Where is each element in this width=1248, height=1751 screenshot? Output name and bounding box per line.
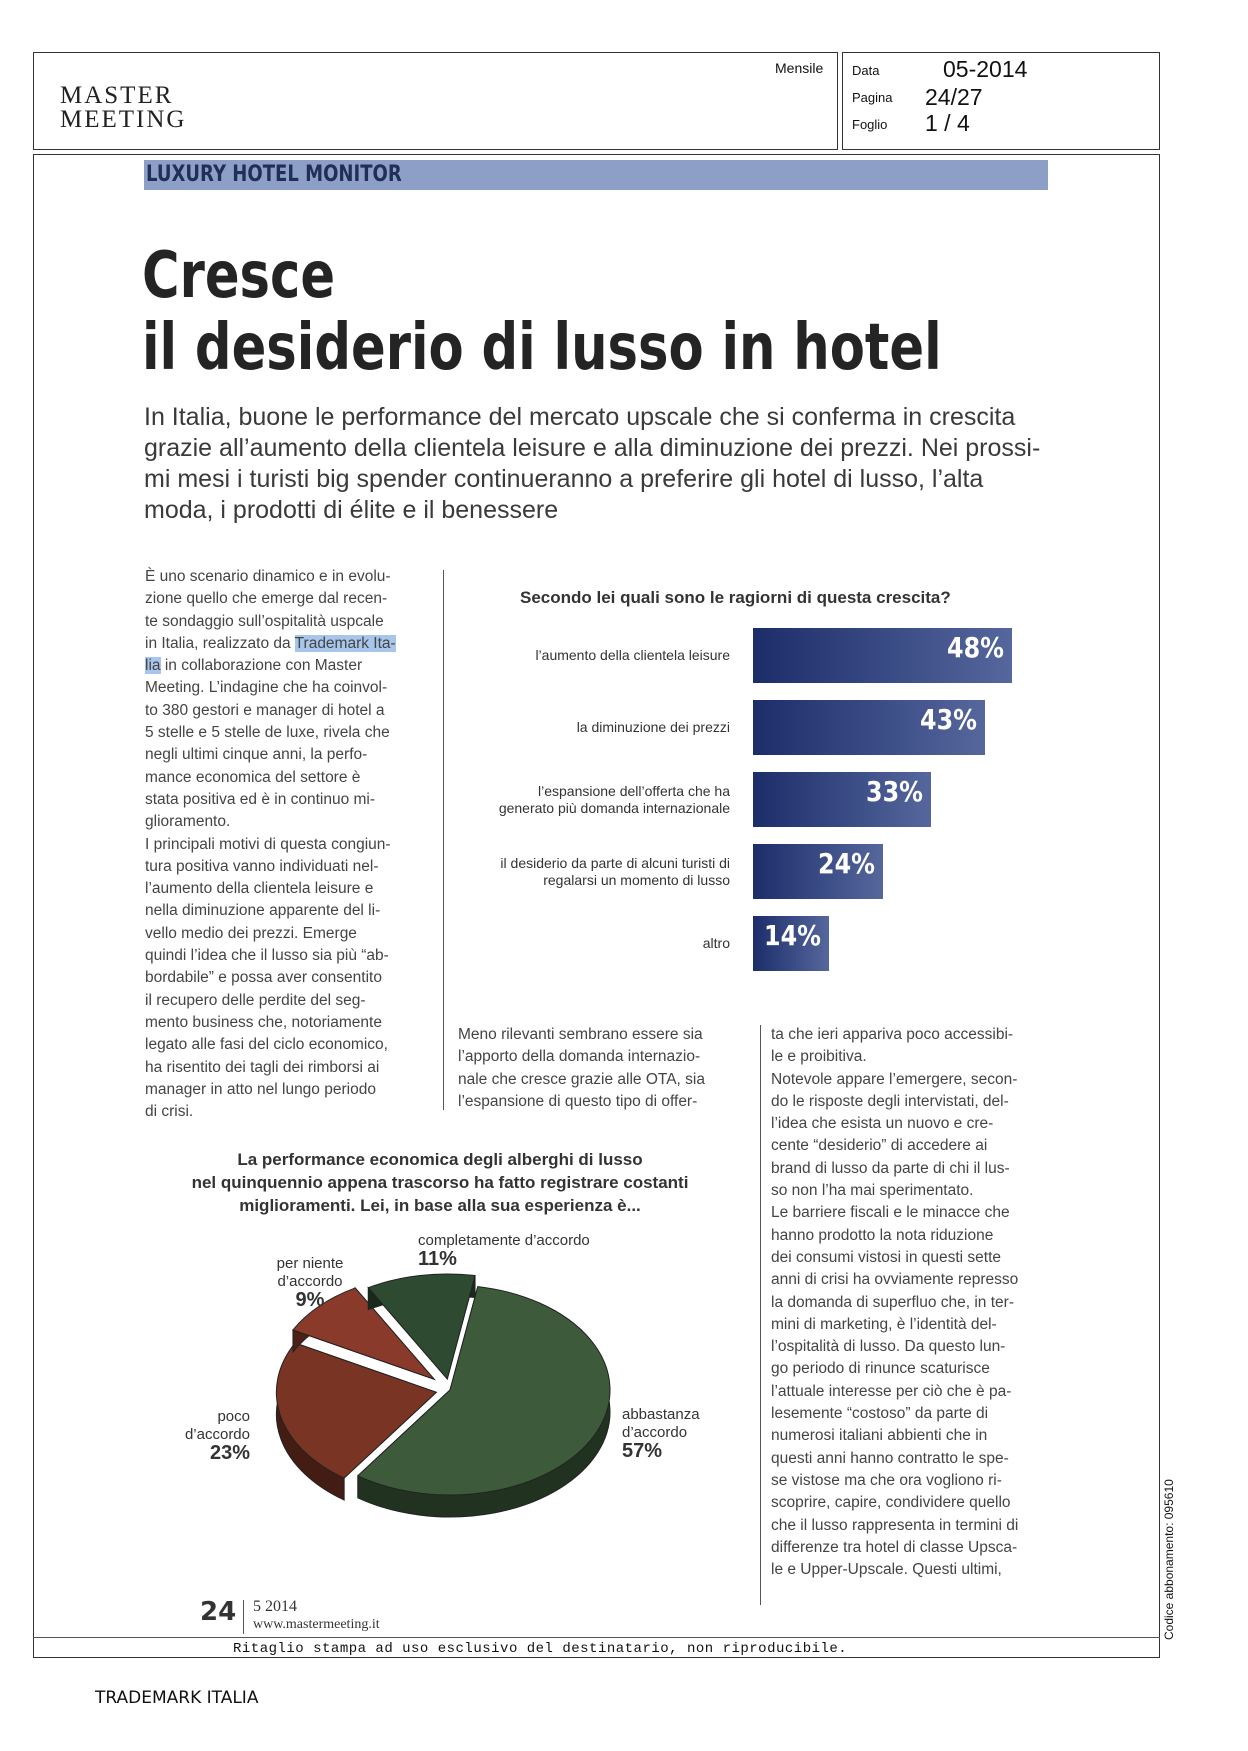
bar-value-label: 48% — [947, 631, 1005, 664]
bar — [753, 916, 829, 971]
bar-label: l’aumento della clientela leisure — [535, 647, 730, 663]
column-1: È uno scenario dinamico e in evolu- zione quello che emerge dal recen- te sondaggio sull’ospitalità uspcale in Italia, realizzato da Trademark Ita- lia in collaborazione con Master Meeting. L’indagine che ha coinvol- to 380 gestori e manager di hotel a 5 stelle e 5 stelle de luxe, rivela che negli ultimi cinque anni, la perfo- mance economica del settore è stata positiva ed è in continuo mi- glioramento. I principali motivi di questa congiun- tura positiva vanno individuati nel- l’aumento della clientela leisure e nella diminuzione apparente del li- vello medio dei prezzi. Emerge quindi l’idea che il lusso sia più “ab- bordabile” e possa aver consentito il recupero delle perdite del seg- mento business che, notoriamente legato alle fasi del ciclo economico, ha risentito dei tagli dei rimborsi ai manager in atto nel lungo periodo di crisi. — [145, 568, 396, 1121]
frequency-label: Mensile — [775, 60, 824, 76]
subscription-code: Codice abbonamento: 095610 — [1162, 1479, 1176, 1640]
kicker-bar — [144, 160, 1048, 190]
bar-label: l’espansione dell’offerta che ha generato più domanda internazionale — [498, 782, 730, 816]
footer-rule — [33, 1637, 1160, 1638]
bar-label: la diminuzione dei prezzi — [576, 719, 730, 735]
pagina-label: Pagina — [852, 90, 893, 105]
pie-chart-title: La performance economica degli alberghi di lusso nel quinquennio appena trascorso ha fatto registrare costanti miglioramenti. Lei, in base alla sua esperienza è... — [191, 1150, 689, 1215]
bar — [753, 700, 985, 755]
bar — [753, 628, 1012, 683]
column-divider-2 — [760, 1025, 761, 1605]
pie-label-completamente: completamente d’accordo 11% — [418, 1232, 590, 1270]
data-label: Data — [852, 63, 880, 78]
bar-value-label: 33% — [866, 775, 924, 808]
highlight-trademark: Trademark — [294, 634, 369, 652]
bar — [753, 844, 883, 899]
pie-label-per-niente: per niente d’accordo 9% — [276, 1255, 344, 1311]
data-value: 05-2014 — [943, 56, 1028, 82]
column-divider-1 — [443, 570, 444, 1110]
foglio-value: 1 / 4 — [925, 110, 970, 136]
issue-date: 5 2014 — [253, 1598, 297, 1615]
column-3: ta che ieri appariva poco accessibi- le e proibitiva. Notevole appare l’emergere, secon- do le risposte degli intervistati, del- l’idea che esista un nuovo e cre- cente “desiderio” di accedere ai brand di lusso da parte di chi il lus- so non l’ha mai sperimentato. Le barriere fiscali e le minacce che hanno prodotto la nota riduzione dei consumi vistosi in questi sette anni di crisi ha ovviamente represso la domanda di superfluo che, in ter- mini di marketing, è l’identità del- l’ospitalità di lusso. Da questo lun- go periodo di rinunce scaturisce l’attuale interesse per ciò che è pa- lesemente “costoso” da parte di numerosi italiani abbienti che in questi anni hanno contratto le spe- se vistose ma che ora vogliono ri- scoprire, capire, condividere quello che il lusso rappresenta in termini di differenze tra hotel di classe Upsca- le e Upper-Upscale. Questi ultimi, — [771, 1026, 1019, 1579]
column-2: Meno rilevanti sembrano essere sia l’apporto della domanda internazio- nale che cresce grazie alle OTA, sia l’espansione di questo tipo di offer- — [458, 1026, 705, 1110]
headline-line-2: il desiderio di lusso in hotel — [142, 311, 942, 385]
website: www.mastermeeting.it — [253, 1617, 380, 1632]
pie-label-abbastanza: abbastanza d’accordo 57% — [622, 1406, 700, 1462]
bar-label: il desiderio da parte di alcuni turisti di regalarsi un momento di lusso — [500, 854, 730, 888]
page-number-divider — [243, 1600, 244, 1634]
highlight-italia: lia — [145, 657, 161, 675]
bar-value-label: 43% — [920, 703, 978, 736]
bar-value-label: 14% — [763, 919, 821, 952]
brand-logo: MASTER MEETING — [60, 82, 187, 133]
page-number: 24 — [200, 1597, 237, 1627]
source-label: TRADEMARK ITALIA — [95, 1688, 259, 1708]
pagina-value: 24/27 — [925, 84, 983, 110]
subhead: In Italia, buone le performance del mercato upscale che si conferma in crescita grazie all’aumento della clientela leisure e alla diminuzione dei prezzi. Nei prossi- mi mesi i turisti big spender continueranno a preferire gli hotel di lusso, l’alta moda, i prodotti di élite e il benessere — [144, 403, 1041, 524]
bar-value-label: 24% — [817, 847, 875, 880]
pie-label-poco: poco d’accordo 23% — [184, 1408, 250, 1464]
bar-chart-title: Secondo lei quali sono le ragiorni di questa crescita? — [520, 588, 951, 607]
bar-label: altro — [702, 935, 730, 951]
foglio-label: Foglio — [852, 117, 888, 132]
headline-line-1: Cresce — [142, 239, 336, 313]
bar — [753, 772, 931, 827]
bar-chart — [470, 628, 1070, 988]
footer-notice: Ritaglio stampa ad uso esclusivo del destinatario, non riproducibile. — [233, 1641, 848, 1657]
kicker-text: LUXURY HOTEL MONITOR — [146, 162, 402, 187]
